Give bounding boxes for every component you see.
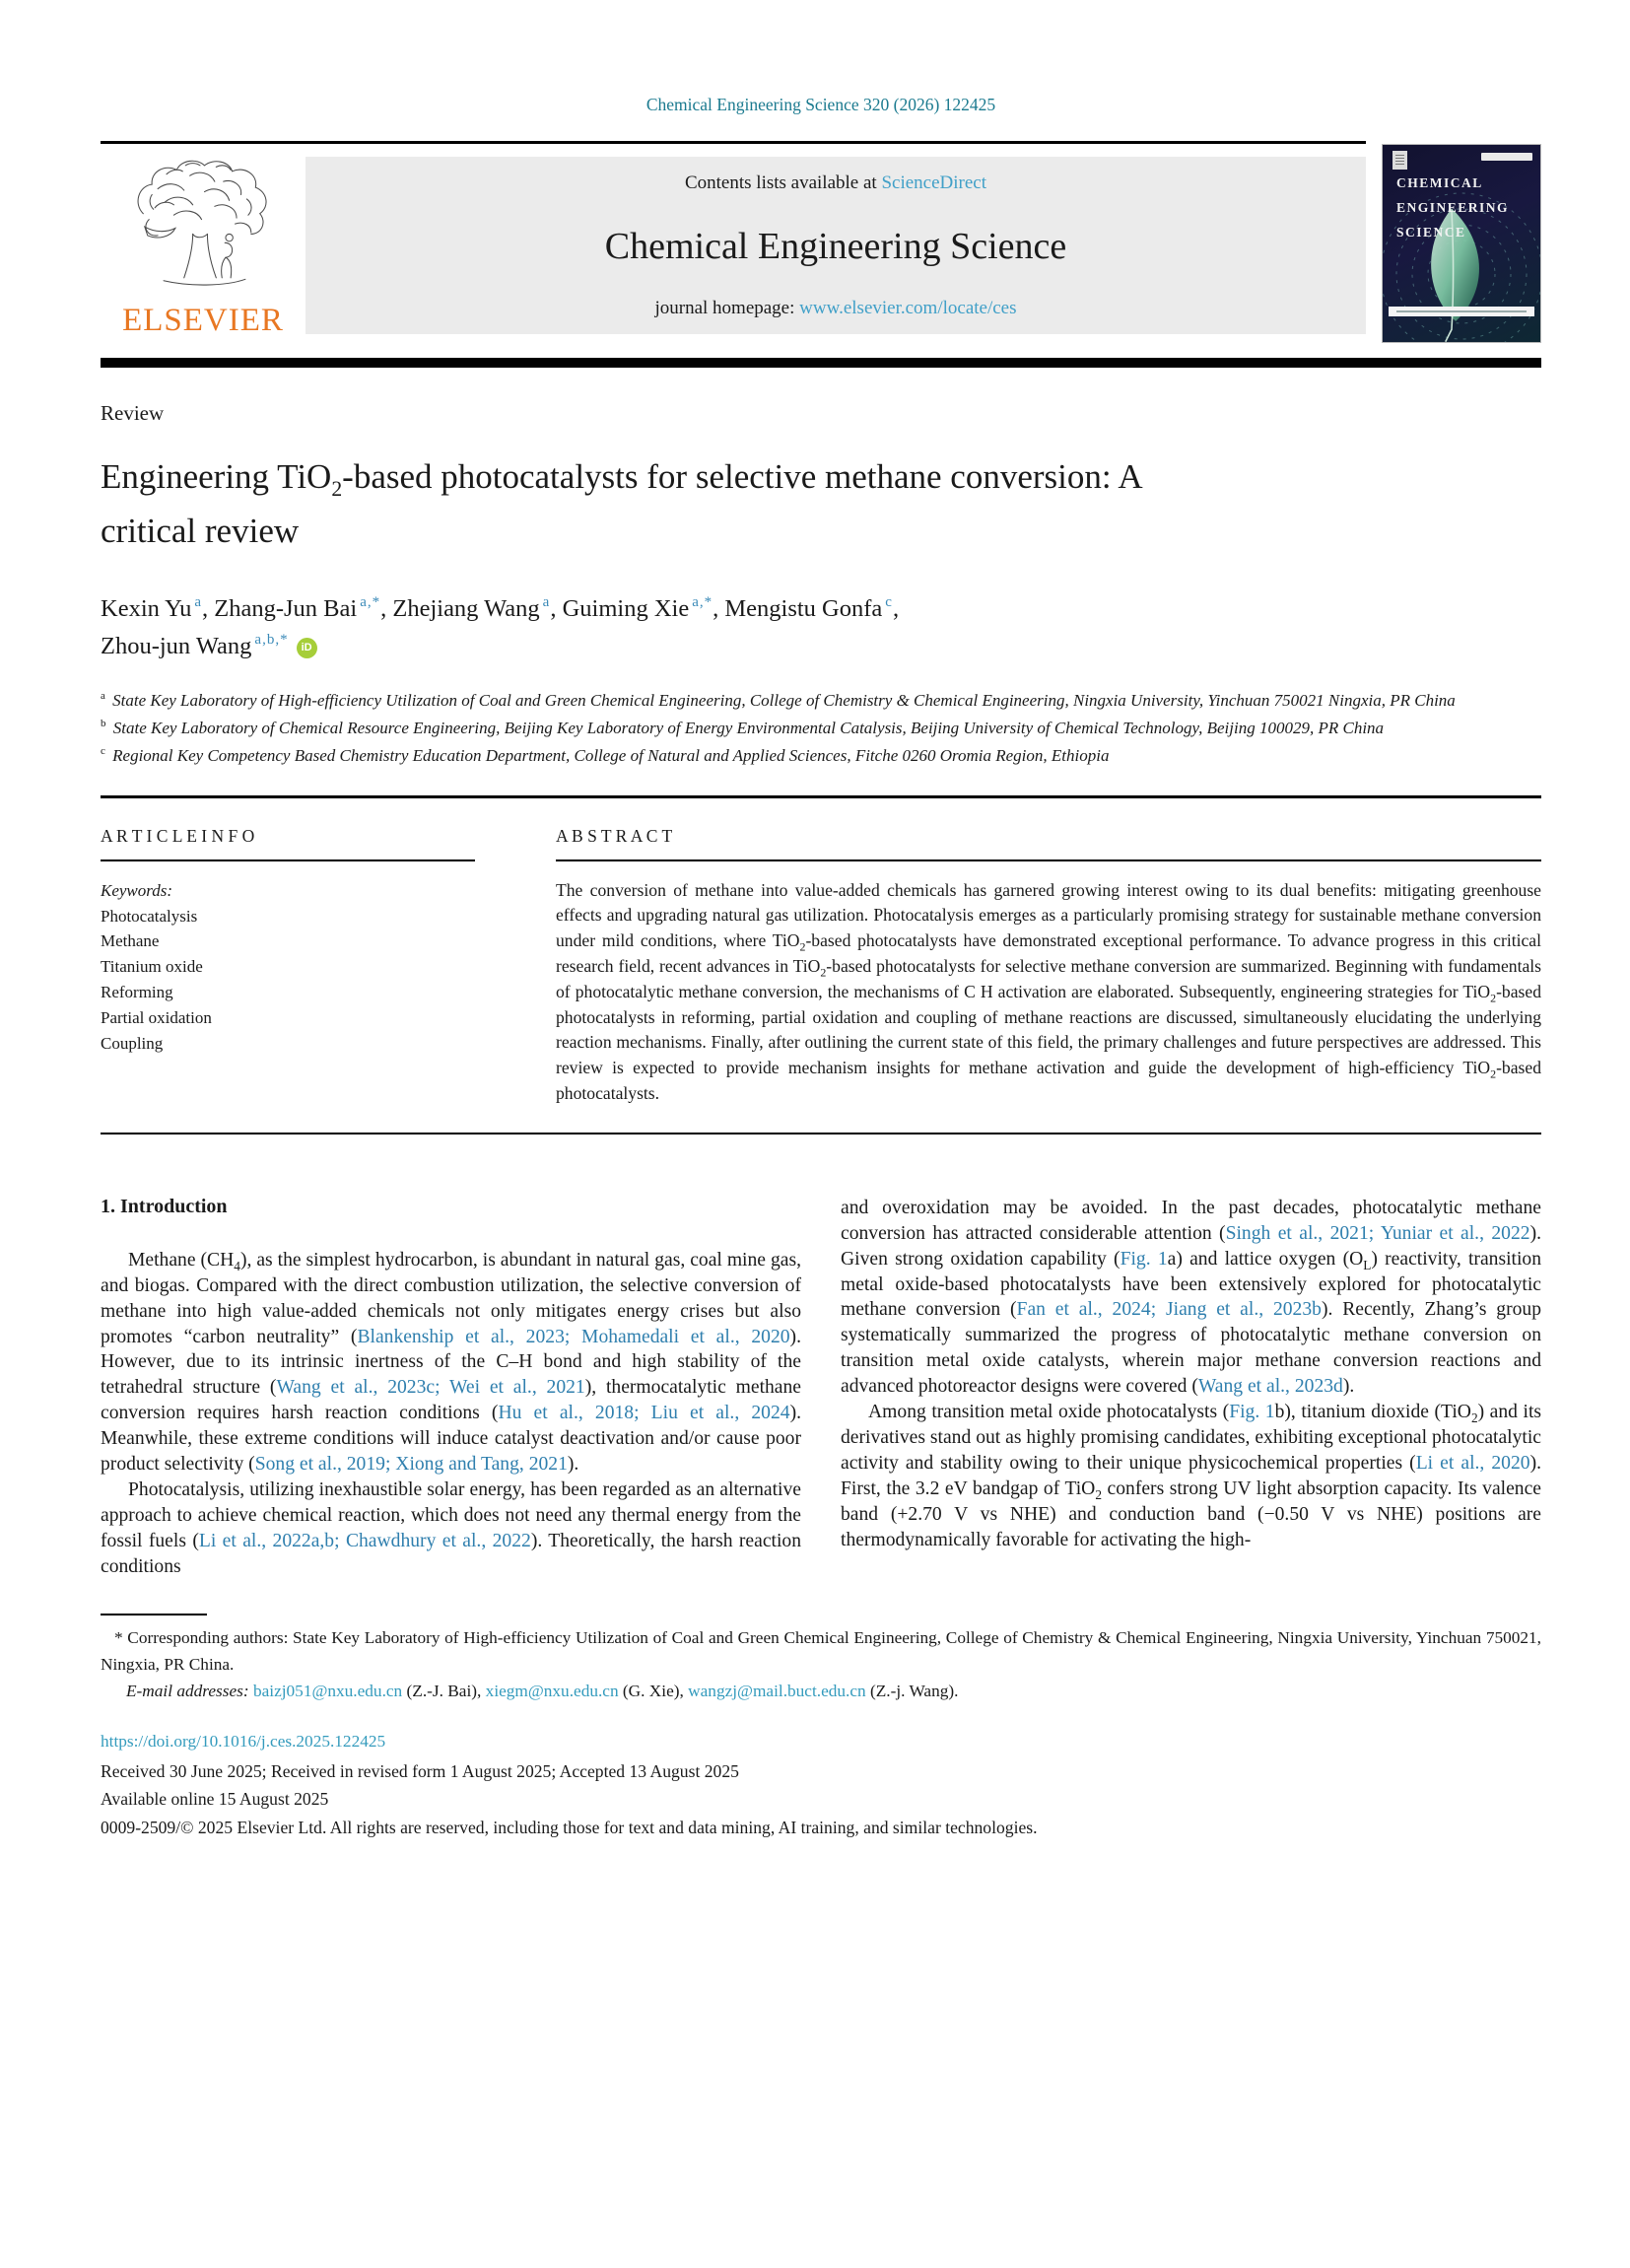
intro-paragraph-1: Methane $(CH_4)$, as the simplest hydrocarbon, is abundant in natural gas, coal mine gas, and biogas. Compared with the direct combustion utilization, the selective conversion of methane into high value-added chemicals not only mitigates energy crises but also promotes “carbon neutrality” (Blankenship et al., 2023; Mohamedali et al., 2020). However, due to its intrinsic inertness of the C–H bond and high stability of the tetrahedral structure (Wang et al., 2023c; Wei et al., 2021), thermocatalytic methane conversion requires harsh reaction conditions (Hu et al., 2018; Liu et al., 2024). Meanwhile, these extreme conditions will induce catalyst deactivation and/or cause poor product selectivity (Song et al., 2019; Xiong and Tang, 2021). (101, 1249, 802, 1476)
inline-link[interactable]: wangzj@mail.buct.edu.cn (688, 1681, 866, 1700)
available-online-line: Available online 15 August 2025 (101, 1789, 329, 1810)
received-line: Received 30 June 2025; Received in revised form 1 August 2025; Accepted 13 August 2025 (101, 1760, 739, 1781)
header-top-rule (101, 141, 1366, 144)
affiliation: $^c$ Regional Key Competency Based Chemistry Education Department, College of Natural and Applied Sciences, Fitche 0260 Oromia Region, Ethiopia (101, 745, 1110, 765)
author-affiliation-superscript: a,* (692, 594, 713, 611)
author-name: Mengistu Gonfa (724, 594, 883, 622)
author-list: Kexin Yu $^a$, Zhang-Jun Bai $^{a,*}$, Zhejiang Wang $^a$, Guiming Xie $^{a,*}$, Mengistu Gonfa $^c$, Zhou-jun Wang $^{a,b,*}$ iD (101, 594, 900, 659)
inline-link[interactable]: xiegm@nxu.edu.cn (485, 1681, 619, 1700)
inline-link[interactable]: Fan et al., 2024; Jiang et al., 2023b (1016, 1299, 1322, 1321)
journal-title: Chemical Engineering Science (604, 225, 1067, 267)
article-title: Engineering TiO$_2$-based photocatalysts for selective methane conversion: A critical review (101, 457, 1141, 551)
journal-cover-thumbnail (1382, 144, 1541, 343)
header-bottom-bar (101, 358, 1541, 368)
affiliation: $^b$ State Key Laboratory of Chemical Resource Engineering, Beijing Key Laboratory of Energy Environmental Catalysis, Beijing University of Chemical Technology, Beijing 100029, PR China (101, 718, 1385, 737)
affiliation: $^a$ State Key Laboratory of High-efficiency Utilization of Coal and Green Chemical Engineering, College of Chemistry & Chemical Engineering, Ningxia University, Yinchuan 750021 Ningxia, PR China (101, 689, 1456, 710)
author-name: Guiming Xie (562, 594, 690, 622)
footnote-block (101, 1614, 1541, 1842)
author-name: Kexin Yu (101, 594, 192, 622)
cover-elsevier-mark-icon (1392, 151, 1407, 170)
inline-link[interactable]: Wang et al., 2023d (1197, 1376, 1343, 1398)
inline-link[interactable]: Li et al., 2022a,b; Chawdhury et al., 2022 (198, 1530, 531, 1551)
cover-issn-bar (1481, 153, 1532, 161)
homepage-line (654, 298, 1016, 319)
inline-link[interactable]: Singh et al., 2021; Yuniar et al., 2022 (1225, 1222, 1530, 1244)
contents-prefix: Contents lists available at (684, 172, 882, 193)
author-affiliation-superscript: a,b,* (254, 632, 289, 649)
keyword-item: Photocatalysis (101, 906, 198, 926)
section-heading-introduction: 1. Introduction (101, 1195, 228, 1217)
copyright-line: 0009-2509/© 2025 Elsevier Ltd. All rights are reserved, including those for text and data mining, AI training, and similar technologies. (101, 1817, 1038, 1837)
article-dates (101, 1757, 1541, 1842)
affiliation-list (101, 687, 1541, 771)
cover-title-line: ENGINEERING (1396, 200, 1510, 215)
body-left-column (101, 1196, 801, 1580)
orcid-icon[interactable]: iD (297, 638, 317, 658)
article-info-column (101, 826, 475, 1107)
article-info-rule (101, 859, 475, 861)
affiliation-divider (101, 795, 1541, 798)
author-affiliation-superscript: a (542, 594, 551, 611)
author-name: Zhou-jun Wang (101, 632, 252, 659)
corresponding-authors-note: * Corresponding authors: State Key Laboratory of High-efficiency Utilization of Coal and Green Chemical Engineering, College of Chemistry & Chemical Engineering, Ningxia University, Yinchuan 750021, Ningxia, PR China. (101, 1627, 1541, 1674)
homepage-prefix: journal homepage: (654, 298, 800, 318)
intro-paragraph-3: and overoxidation may be avoided. In the past decades, photocatalytic methane conversion has attracted considerable attention (Singh et al., 2021; Yuniar et al., 2022). Given strong oxidation capability (Fig. 1a) and lattice oxygen $(O_L)$ reactivity, transition metal oxide-based photocatalysts have been extensively explored for photocatalytic methane conversion (Fan et al., 2024; Jiang et al., 2023b). Recently, Zhang’s group systematically summarized the progress of photocatalytic methane conversion on transition metal oxide catalysts, wherein major methane conversion reactions and advanced photoreactor designs were covered (Wang et al., 2023d). (841, 1197, 1542, 1398)
keyword-item: Reforming (101, 983, 173, 1001)
inline-link[interactable]: https://doi.org/10.1016/j.ces.2025.122425 (101, 1731, 386, 1751)
keyword-item: Titanium oxide (101, 957, 203, 977)
abstract-rule (556, 859, 1541, 861)
abstract-heading: A B S T R A C T (556, 825, 673, 846)
article-type-label: Review (101, 401, 165, 425)
sciencedirect-link[interactable]: ScienceDirect (881, 172, 987, 193)
cover-title-line: SCIENCE (1396, 225, 1466, 240)
contents-line (685, 172, 986, 194)
body-columns (101, 1196, 1541, 1580)
keyword-item: Coupling (101, 1033, 164, 1053)
intro-paragraph-4: Among transition metal oxide photocatalysts (Fig. 1b), titanium dioxide (TiO$_2$) and its derivatives stand out as highly promising candidates, exhibiting exceptional photocatalytic activity and stability owing to their unique physicochemical properties (Li et al., 2020). First, the 3.2 eV bandgap of TiO$_2$ confers strong UV light absorption capacity. Its valence band (+2.70 V vs NHE) and conduction band (−0.50 V vs NHE) positions are thermodynamically favorable for activating the high- (841, 1402, 1542, 1550)
inline-link[interactable]: Fig. 1 (1120, 1248, 1168, 1270)
keyword-item: Partial oxidation (101, 1007, 212, 1027)
doi-line (101, 1732, 1541, 1752)
author-affiliation-superscript: a,* (360, 594, 381, 611)
inline-link[interactable]: Fig. 1 (1229, 1402, 1275, 1423)
cover-title (1396, 171, 1509, 244)
intro-paragraph-2: Photocatalysis, utilizing inexhaustible solar energy, has been regarded as an alternative approach to achieve chemical reaction, which does not need any thermal energy from the fossil fuels (Li et al., 2022a,b; Chawdhury et al., 2022). Theoretically, the harsh reaction conditions (101, 1479, 801, 1577)
journal-homepage-link[interactable]: www.elsevier.com/locate/ces (799, 298, 1017, 318)
info-abstract-section (101, 826, 1541, 1107)
author-affiliation-superscript: a (194, 594, 202, 611)
section-bottom-rule (101, 1133, 1541, 1134)
cover-title-line: CHEMICAL (1396, 175, 1483, 190)
elsevier-logo (101, 157, 306, 343)
journal-banner (306, 157, 1366, 334)
journal-header (101, 141, 1541, 368)
inline-link[interactable]: baizj051@nxu.edu.cn (252, 1681, 403, 1700)
inline-link[interactable]: Wang et al., 2023c; Wei et al., 2021 (276, 1377, 585, 1399)
elsevier-tree-icon (120, 157, 286, 303)
journal-first-page (0, 95, 1630, 1841)
keywords-label: Keywords: (101, 880, 173, 900)
keywords-block (101, 878, 475, 1057)
body-right-column (841, 1196, 1541, 1580)
keywords-list (101, 904, 475, 1057)
inline-link[interactable]: Blankenship et al., 2023; Mohamedali et al., 2020 (357, 1326, 790, 1347)
abstract-text: The conversion of methane into value-added chemicals has garnered growing interest owing to its dual benefits: mitigating greenhouse effects and upgrading natural gas utilization. Photocatalysis emerges as a particularly promising strategy for sustainable methane conversion under mild conditions, where TiO$_2$-based photocatalysts have demonstrated exceptional performance. To advance progress in this critical research field, recent advances in TiO$_2$-based photocatalysts for selective methane conversion are summarized. Beginning with fundamentals of photocatalytic methane conversion, the mechanisms of C H activation are elaborated. Subsequently, engineering strategies for TiO$_2$-based photocatalysts in reforming, partial oxidation and coupling of methane reactions are discussed, simultaneously elucidating the underlying reaction mechanisms. Finally, after outlining the current state of this field, the primary challenges and future perspectives are addressed. This review is expected to provide mechanism insights for methane activation and guide the development of high-efficiency TiO$_2$-based photocatalysts. (556, 879, 1542, 1104)
cover-footer-strip (1389, 307, 1534, 316)
inline-link[interactable]: Hu et al., 2018; Liu et al., 2024 (498, 1403, 790, 1424)
abstract-column (556, 826, 1541, 1107)
author-name: Zhang-Jun Bai (214, 594, 358, 622)
inline-link[interactable]: Song et al., 2019; Xiong and Tang, 2021 (254, 1454, 568, 1476)
author-name: Zhejiang Wang (392, 594, 540, 622)
running-head-citation: Chemical Engineering Science 320 (2026) 122425 (645, 95, 996, 114)
inline-link[interactable]: Li et al., 2020 (1415, 1452, 1530, 1474)
keyword-item: Methane (101, 931, 160, 951)
footnote-divider (101, 1614, 207, 1615)
elsevier-wordmark: ELSEVIER (122, 303, 284, 338)
email-addresses-line: E-mail addresses: baizj051@nxu.edu.cn (Z.-J. Bai), xiegm@nxu.edu.cn (G. Xie), wangzj@mail.buct.edu.cn (Z.-j. Wang). (126, 1681, 959, 1700)
author-affiliation-superscript: c (885, 594, 893, 611)
article-info-heading: A R T I C L E I N F O (101, 825, 255, 846)
